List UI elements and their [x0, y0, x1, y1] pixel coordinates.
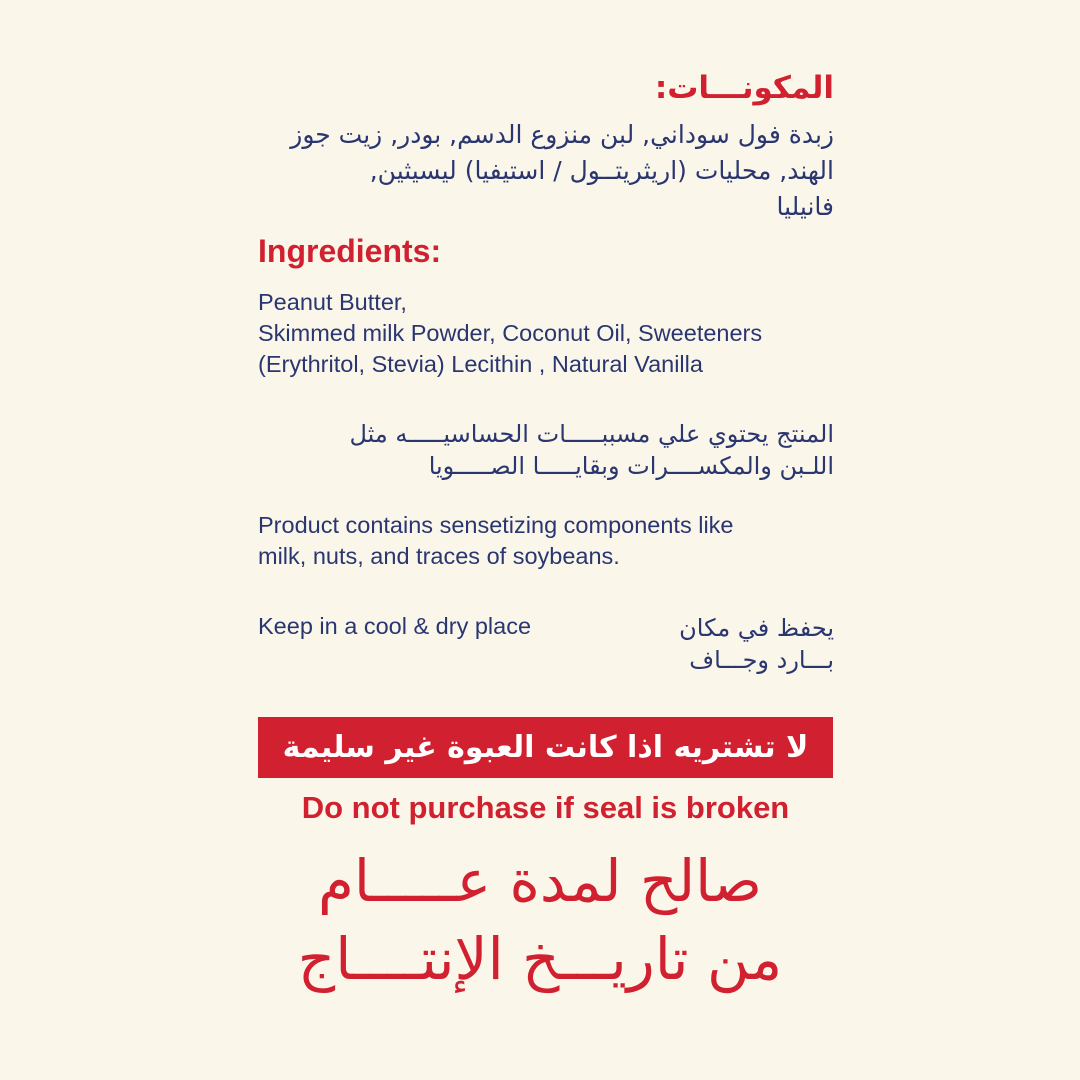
arabic-storage-line: بـــارد وجـــاف — [689, 646, 834, 674]
arabic-ingredients-line: الهند, محليات (اريثريتــول / استيفيا) ليسيثين, — [369, 156, 834, 185]
arabic-storage-instruction — [679, 612, 834, 676]
english-ingredients-heading: Ingredients: — [258, 233, 442, 269]
english-seal-warning: Do not purchase if seal is broken — [301, 790, 790, 825]
english-ingredients-text — [258, 287, 762, 380]
arabic-seal-warning: لا تشتريه اذا كانت العبوة غير سليمة — [282, 730, 809, 765]
arabic-ingredients-line: زبدة فول سوداني, لبن منزوع الدسم, بودر, زيت جوز — [290, 120, 834, 149]
arabic-allergen-line: اللـبن والمكســــرات وبقايـــــا الصـــــويا — [428, 452, 834, 480]
english-allergen-line: Product contains sensetizing components like — [258, 512, 734, 538]
english-ingredients-line: Peanut Butter, — [258, 289, 407, 315]
arabic-storage-line: يحفظ في مكان — [679, 614, 834, 642]
validity-line: من تاريـــخ الإنتــــاج — [297, 925, 783, 993]
english-ingredients-line: (Erythritol, Stevia) Lecithin , Natural Vanilla — [258, 351, 703, 377]
english-allergen-notice — [258, 510, 734, 572]
arabic-allergen-line: المنتج يحتوي علي مسببـــــات الحساسيـــــه مثل — [349, 420, 834, 448]
english-allergen-line: milk, nuts, and traces of soybeans. — [258, 543, 620, 569]
english-storage-instruction: Keep in a cool & dry place — [258, 613, 532, 639]
validity-line: صالح لمدة عـــــام — [317, 847, 763, 915]
arabic-allergen-notice — [350, 418, 835, 482]
english-ingredients-line: Skimmed milk Powder, Coconut Oil, Sweeteners — [258, 320, 763, 346]
arabic-ingredients-line: فانيليا — [776, 192, 834, 221]
validity-notice — [240, 842, 840, 998]
arabic-ingredients-text — [234, 117, 834, 225]
seal-warning-banner — [258, 717, 833, 778]
arabic-ingredients-heading: المكونـــات: — [654, 70, 834, 106]
